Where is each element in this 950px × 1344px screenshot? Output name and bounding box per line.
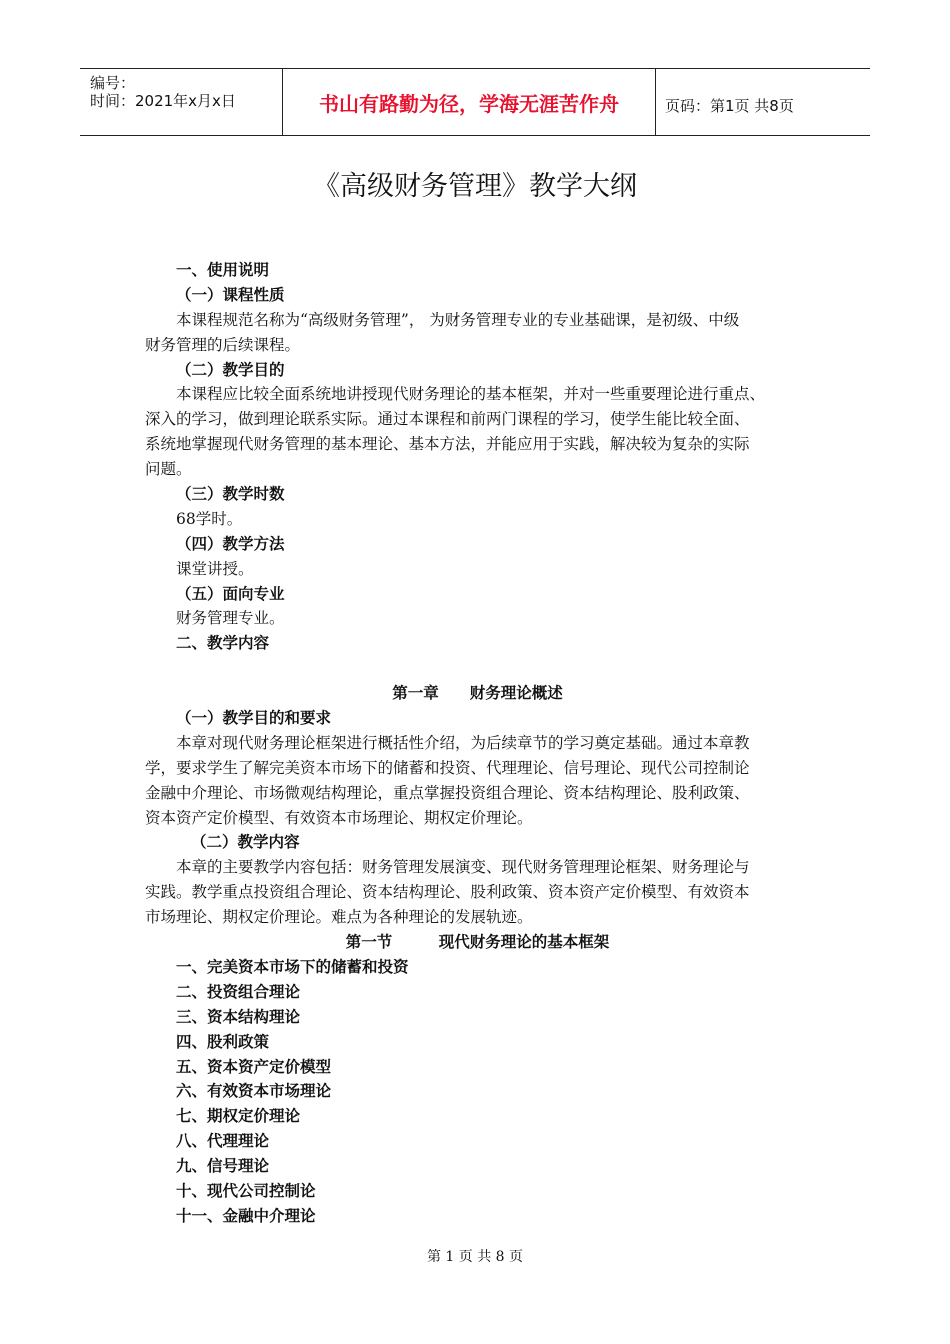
section-heading: （四）教学方法 bbox=[176, 534, 285, 553]
section-heading: 七、期权定价理论 bbox=[176, 1107, 301, 1126]
section-heading: 九、信号理论 bbox=[176, 1157, 270, 1176]
section-heading: 六、有效资本市场理论 bbox=[176, 1082, 332, 1101]
body-line: 问题。 bbox=[145, 460, 192, 479]
body-line bbox=[145, 656, 810, 681]
header-bottom-rule bbox=[80, 135, 870, 136]
body-line: 实践。教学重点投资组合理论、资本结构理论、股利政策、资本资产定价模型、有效资本 bbox=[145, 883, 750, 902]
body-line: 财务管理专业。 bbox=[176, 609, 285, 628]
section-heading: （二）教学目的 bbox=[176, 360, 285, 379]
header-divider-right bbox=[655, 68, 656, 136]
header-time-label: 时间：2021年x月x日 bbox=[90, 92, 236, 110]
header-motto: 书山有路勤为径，学海无涯苦作舟 bbox=[319, 92, 619, 116]
body-line: 学，要求学生了解完美资本市场下的储蓄和投资、代理理论、信号理论、现代公司控制论 bbox=[145, 758, 750, 777]
page-footer: 第 1 页 共 8 页 bbox=[426, 1249, 524, 1265]
section-heading: 一、完美资本市场下的储蓄和投资 bbox=[176, 957, 409, 976]
header-divider-left bbox=[282, 68, 283, 136]
document-title: 《高级财务管理》教学大纲 bbox=[313, 171, 637, 202]
section-heading: 一、使用说明 bbox=[176, 261, 270, 279]
body-line: 金融中介理论、市场微观结构理论，重点掌握投资组合理论、资本结构理论、股利政策、 bbox=[145, 783, 750, 802]
header-code-label: 编号： bbox=[90, 74, 136, 92]
body-line: 资本资产定价模型、有效资本市场理论、期权定价理论。 bbox=[145, 808, 533, 827]
body-line: 本课程应比较全面系统地讲授现代财务理论的基本框架，并对一些重要理论进行重点、 bbox=[176, 385, 766, 404]
body-line: 课堂讲授。 bbox=[176, 559, 254, 578]
section-heading: （一）课程性质 bbox=[176, 285, 285, 304]
section-heading: 十一、金融中介理论 bbox=[176, 1206, 316, 1225]
document-body bbox=[145, 258, 810, 1229]
body-line: 市场理论、期权定价理论。难点为各种理论的发展轨迹。 bbox=[145, 908, 533, 927]
body-line: 本章的主要教学内容包括：财务管理发展演变、现代财务管理理论框架、财务理论与 bbox=[176, 858, 750, 877]
body-line: 68学时。 bbox=[176, 509, 243, 528]
section-heading: （五）面向专业 bbox=[176, 584, 285, 603]
section-heading: （一）教学目的和要求 bbox=[176, 709, 332, 728]
section-heading: （三）教学时数 bbox=[176, 485, 285, 504]
section-heading: 五、资本资产定价模型 bbox=[176, 1057, 332, 1076]
section-heading: 十、现代公司控制论 bbox=[176, 1181, 316, 1200]
section-heading: 二、投资组合理论 bbox=[176, 982, 301, 1001]
section-heading: 四、股利政策 bbox=[176, 1032, 270, 1051]
section-heading: 八、代理理论 bbox=[176, 1132, 270, 1151]
section-heading: （二）教学内容 bbox=[191, 833, 300, 852]
header-top-rule bbox=[80, 68, 870, 69]
section-heading: 第一节 现代财务理论的基本框架 bbox=[345, 933, 610, 952]
section-heading: 第一章 财务理论概述 bbox=[392, 684, 563, 703]
section-heading: 二、教学内容 bbox=[176, 634, 270, 653]
body-line: 财务管理的后续课程。 bbox=[145, 335, 301, 354]
body-line: 系统地掌握现代财务管理的基本理论、基本方法，并能应用于实践，解决较为复杂的实际 bbox=[145, 435, 750, 454]
body-line: 深入的学习，做到理论联系实际。通过本课程和前两门课程的学习，使学生能比较全面、 bbox=[145, 410, 750, 429]
body-line: 本章对现代财务理论框架进行概括性介绍，为后续章节的学习奠定基础。通过本章教 bbox=[176, 733, 750, 752]
section-heading: 三、资本结构理论 bbox=[176, 1007, 301, 1026]
header-page-label: 页码：第1页 共8页 bbox=[665, 97, 794, 115]
body-line: 本课程规范名称为“高级财务管理”， 为财务管理专业的专业基础课，是初级、中级 bbox=[176, 310, 740, 329]
